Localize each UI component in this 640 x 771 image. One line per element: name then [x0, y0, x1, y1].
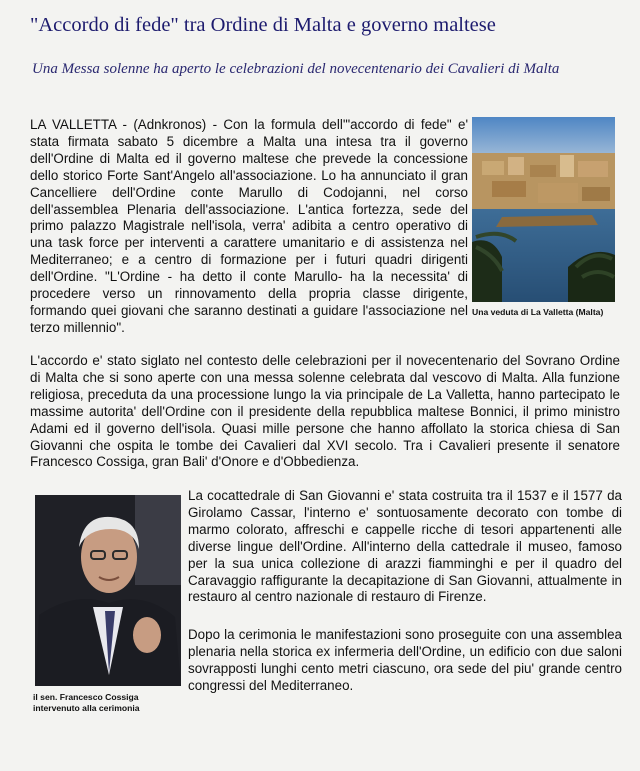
cossiga-photo-caption — [33, 692, 183, 714]
valletta-photo-caption: Una veduta di La Valletta (Malta) — [472, 307, 604, 317]
cossiga-caption-line-2: intervenuto alla cerimonia — [33, 703, 140, 713]
cossiga-portrait-photo — [35, 495, 181, 686]
valletta-harbor-photo — [472, 117, 615, 302]
article-paragraph-1: LA VALLETTA - (Adnkronos) - Con la formula dell'"accordo di fede" e' stata firmata sabato 5 dicembre a Malta una intesa tra il governo dell'Ordine di Malta ed il governo maltese che prevede la concessione dello storico Forte Sant'Angelo all'associazione. Lo ha annunciato il gran Cancelliere dell'Ordine conte Marullo di Codojanni, nel corso dell'assemblea Plenaria dell'associazione. L'antica fortezza, sede del primo palazzo Magistrale nell'isola, verra' adibita a centro operativo di una task force per interventi a carattere umanitario e di assistenza nel Mediterraneo; e a centro di formazione per i futuri quadri dirigenti dell'Ordine. "L'Ordine - ha detto il conte Marullo- ha la necessita' di procedere verso un rinnovamento della propria classe dirigente, formando quei giovani che saranno destinati a guidare l'associazione nel terzo millennio". — [30, 117, 468, 335]
article-paragraph-4: Dopo la cerimonia le manifestazioni sono proseguite con una assemblea plenaria nella storica ex infermeria dell'Ordine, un edificio con due saloni sovrapposti lunghi cento metri ciascuno, ora sede del piu' grande centro congressi del Mediterraneo. — [188, 627, 622, 693]
article-paragraph-3: La cocattedrale di San Giovanni e' stata costruita tra il 1537 e il 1577 da Girolamo Cassar, l'interno e' sontuosamente decorato con tombe di marmo colorato, affreschi e cappelle ricche di tesori appartenenti alle diverse lingue dell'Ordine. All'interno della cattedrale il museo, famoso per la sua unica collezione di arazzi fiamminghi e per il quadro del Caravaggio raffigurante la decapitazione di San Giovanni, attualmente in restauro al centro nazionale di restauro di Firenze. — [188, 488, 622, 605]
cossiga-caption-line-1: il sen. Francesco Cossiga — [33, 692, 139, 702]
article-subheadline: Una Messa solenne ha aperto le celebrazioni del novecentenario dei Cavalieri di Malta — [32, 61, 560, 77]
article-headline: "Accordo di fede" tra Ordine di Malta e governo maltese — [30, 14, 496, 36]
article-paragraph-2: L'accordo e' stato siglato nel contesto delle celebrazioni per il novecentenario del Sovrano Ordine di Malta che si sono aperte con una messa solenne celebrata dal vescovo di Malta. Alla funzione religiosa, preceduta da una processione lungo la via principale de La Valletta, hanno partecipato le massime autorita' dell'Ordine con il presidente della repubblica maltese Bonnici, il primo ministro Adami ed il governo dell'isola. Quasi mille persone che hanno affollato la storica chiesa di San Giovanni che ospita le tombe dei Cavalieri dal XVI secolo. Tra i Cavalieri presente il senatore Francesco Cossiga, gran Bali' d'Onore e d'Obbedienza. — [30, 353, 620, 470]
